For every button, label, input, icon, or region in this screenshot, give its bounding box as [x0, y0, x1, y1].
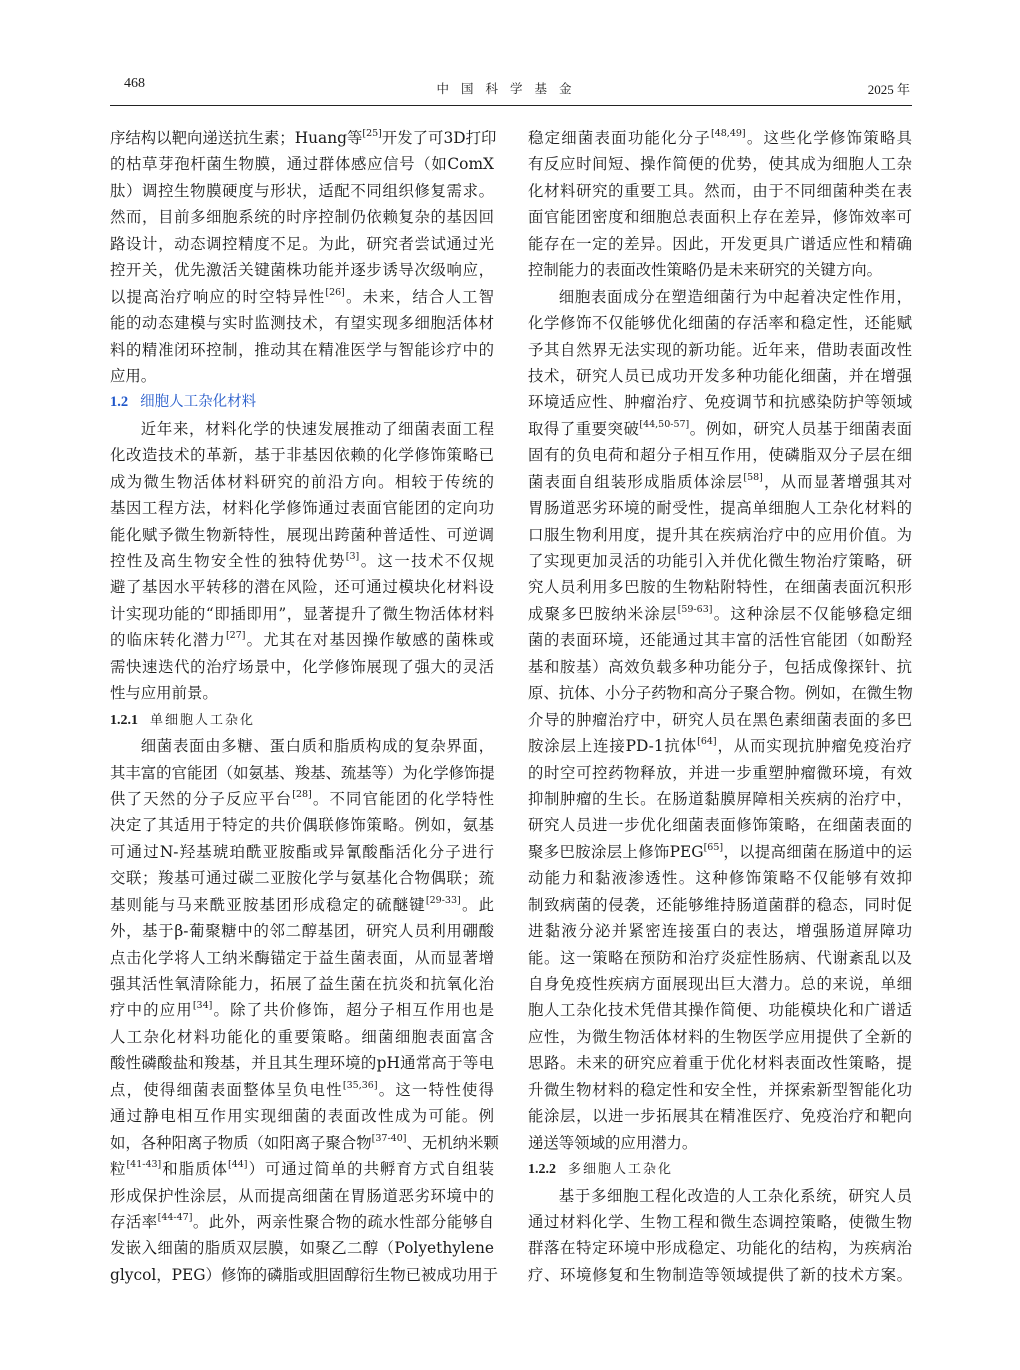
- text-line: [110, 442, 494, 468]
- text-segment: 疗中的应用: [110, 1001, 193, 1020]
- text-line: [110, 125, 497, 151]
- text-line: [528, 1130, 912, 1156]
- text-line: [528, 1183, 912, 1209]
- text-line: [528, 125, 912, 151]
- citation-ref: [28]: [292, 788, 312, 800]
- text-line: [528, 574, 912, 600]
- text-line: [110, 1183, 494, 1209]
- text-line: [110, 231, 494, 257]
- text-line: [528, 1050, 912, 1076]
- text-segment: 基于多细胞工程化改造的人工杂化系统，研究人员: [558, 1186, 912, 1205]
- text-line: [110, 839, 494, 865]
- text-segment: ，从而显著增强其对: [762, 472, 912, 491]
- citation-ref: [44-47]: [157, 1211, 193, 1223]
- text-segment: 胞人工杂化技术凭借其操作简便、功能模块化和广谱适: [528, 1001, 912, 1020]
- text-segment: 控开关，优先激活关键菌株功能并逐步诱导次级响应，: [110, 261, 494, 280]
- text-line: [528, 601, 912, 627]
- left-column: [110, 125, 499, 1288]
- text-segment: 、无机纳米颗: [406, 1133, 499, 1152]
- citation-ref: [34]: [192, 1000, 213, 1012]
- text-segment: 和脂质体: [161, 1160, 229, 1179]
- text-segment: 环境适应性、肿瘤治疗、免疫调节和抗感染防护等领域: [528, 393, 912, 412]
- section-number: 1.2.2: [528, 1162, 556, 1178]
- text-line: [528, 469, 912, 495]
- citation-ref: [26]: [325, 286, 345, 298]
- text-segment: 其丰富的官能团（如氨基、羧基、巯基等）为化学修饰提: [110, 763, 495, 782]
- text-segment: 口服生物利用度，提升其在疾病治疗中的应用价值。为: [528, 525, 912, 544]
- text-line: [110, 495, 494, 521]
- text-segment: 能的动态建模与实时监测技术，有望实现多细胞活体材: [110, 314, 494, 333]
- text-segment: 序结构以靶向递送抗生素；Huang等: [110, 129, 363, 147]
- text-segment: 介导的肿瘤治疗中，研究人员在黑色素细菌表面的多巴: [528, 710, 912, 729]
- text-segment: 。此外，两亲性聚合物的疏水性部分能够自: [192, 1212, 494, 1231]
- text-segment: 肽）调控生物膜硬度与形状，适配不同组织修复需求。: [110, 181, 494, 200]
- text-line: [528, 627, 912, 653]
- text-segment: 。这一技术不仅规: [359, 552, 494, 570]
- text-line: [110, 997, 494, 1023]
- text-line: [528, 680, 912, 706]
- text-line: [110, 469, 494, 495]
- citation-ref: [44,50-57]: [639, 418, 690, 430]
- text-segment: 。这些化学修饰策略具: [745, 129, 912, 147]
- citation-ref: [65]: [703, 841, 724, 853]
- section-heading: [528, 1156, 912, 1182]
- text-line: [528, 1103, 912, 1129]
- text-segment: 外，基于β-葡聚糖中的邻二醇基团，研究人员利用硼酸: [110, 922, 494, 941]
- page-number: 468: [124, 76, 145, 91]
- citation-ref: [29-33]: [425, 894, 461, 906]
- text-line: [110, 627, 494, 653]
- text-segment: 需快速迭代的治疗场景中，化学修饰展现了强大的灵活: [110, 657, 494, 676]
- text-segment: 形成保护性涂层，从而提高细菌在胃肠道恶劣环境中的: [110, 1186, 494, 1205]
- text-line: [110, 416, 494, 442]
- text-segment: 能。这一策略在预防和治疗炎症性肠病、代谢紊乱以及: [528, 948, 912, 967]
- text-segment: 粒: [110, 1160, 127, 1179]
- text-line: [528, 231, 912, 257]
- citation-ref: [48,49]: [711, 128, 746, 139]
- text-line: [110, 1024, 494, 1050]
- text-segment: 细菌表面由多糖、蛋白质和脂质构成的复杂界面，: [140, 737, 494, 756]
- text-segment: 疗、环境修复和生物制造等领域提供了新的技术方案。: [528, 1265, 912, 1284]
- text-segment: 群落在特定环境中形成稳定、功能化的结构，为疾病治: [528, 1239, 912, 1258]
- section-number: 1.2: [110, 394, 129, 411]
- text-line: [528, 1077, 912, 1103]
- text-line: [528, 151, 912, 177]
- text-segment: 应性，为微生物活体材料的生物医学应用提供了全新的: [528, 1027, 912, 1046]
- text-line: [528, 707, 912, 733]
- text-segment: 避了基因水平转移的潜在风险，还可通过模块化材料设: [110, 578, 494, 597]
- text-segment: 进黏液分泌并紧密连接蛋白的表达，增强肠道屏障功: [528, 922, 912, 941]
- text-segment: 予其自然界无法实现的新功能。近年来，借助表面改性: [528, 340, 912, 359]
- text-line: [528, 918, 912, 944]
- text-segment: 强其活性氧清除能力，拓展了益生菌在抗炎和抗氧化治: [110, 975, 494, 993]
- text-segment: 然而，目前多细胞系统的时序控制仍依赖复杂的基因回: [110, 208, 494, 227]
- text-segment: 能涂层，以进一步拓展其在精准医疗、免疫治疗和靶向: [528, 1107, 912, 1126]
- text-segment: 技术，研究人员已成功开发多种功能化细菌，并在增强: [528, 366, 912, 385]
- text-line: [110, 1103, 494, 1129]
- citation-ref: [25]: [362, 128, 382, 139]
- text-segment: 基因工程方法，材料化学修饰通过表面官能团的定向功: [110, 499, 494, 518]
- text-segment: 研究人员进一步优化细菌表面修饰策略，在细菌表面的: [528, 816, 912, 835]
- text-segment: 化学修饰不仅能够优化细菌的存活率和稳定性，还能赋: [528, 314, 912, 333]
- right-column: [528, 125, 912, 1288]
- text-segment: 。这种涂层不仅能够稳定细: [712, 604, 912, 623]
- text-line: [528, 257, 912, 283]
- text-segment: 。此: [460, 895, 494, 914]
- text-segment: 有反应时间短、操作简便的优势，使其成为细胞人工杂: [528, 155, 912, 174]
- text-segment: 人工杂化材料功能化的重要策略。细菌细胞表面富含: [110, 1027, 494, 1046]
- text-segment: 基和胺基）高效负载多种功能分子，包括成像探针、抗: [528, 657, 912, 676]
- text-line: [528, 892, 912, 918]
- text-line: [110, 601, 494, 627]
- text-segment: 可通过N-羟基琥珀酰亚胺酯或异氰酸酯活化分子进行: [110, 842, 494, 861]
- text-segment: 近年来，材料化学的快速发展推动了细菌表面工程: [140, 419, 494, 438]
- text-segment: 基则能与马来酰亚胺基团形成稳定的硫醚键: [110, 895, 426, 914]
- text-segment: 控制能力的表面改性策略仍是未来研究的关键方向。: [528, 261, 882, 280]
- text-line: [110, 760, 494, 786]
- text-line: [528, 1024, 912, 1050]
- header-rule: [110, 105, 912, 106]
- text-segment: 聚多巴胺涂层上修饰PEG: [528, 842, 704, 861]
- text-segment: 通过静电相互作用实现细菌的表面改性成为可能。例: [110, 1107, 494, 1126]
- text-line: [110, 204, 494, 230]
- text-segment: 抑制肿瘤的生长。在肠道黏膜屏障相关疾病的治疗中，: [528, 789, 912, 808]
- text-segment: 存活率: [110, 1212, 158, 1231]
- text-segment: 能化赋予微生物新特性，展现出跨菌种普适性、可逆调: [110, 525, 494, 544]
- text-line: [528, 284, 912, 310]
- citation-ref: [35,36]: [342, 1079, 378, 1091]
- text-segment: 思路。未来的研究应着重于优化材料表面改性策略，提: [528, 1054, 912, 1073]
- text-segment: 。这一特性使得: [377, 1080, 494, 1099]
- text-line: [528, 389, 912, 415]
- text-segment: 原、抗体、小分子药物和高分子聚合物。例如，在微生物: [528, 684, 913, 703]
- text-segment: 以提高治疗响应的时空特异性: [110, 287, 326, 306]
- text-line: [528, 442, 912, 468]
- text-segment: 稳定细菌表面功能化分子: [528, 129, 711, 147]
- text-line: [110, 178, 494, 204]
- text-segment: 供了天然的分子反应平台: [110, 789, 293, 808]
- text-segment: 取得了重要突破: [528, 419, 640, 438]
- text-segment: 料的精准闭环控制，推动其在精准医学与智能诊疗中的: [110, 340, 494, 359]
- journal-name: 中国科学基金: [436, 81, 584, 96]
- text-segment: 递送等领域的应用潜力。: [528, 1133, 698, 1152]
- citation-ref: [64]: [697, 736, 717, 748]
- text-segment: 制致病菌的侵袭，还能够维持肠道菌群的稳态，同时促: [528, 895, 912, 914]
- text-line: [110, 310, 494, 336]
- journal-year: 2025 年: [867, 82, 910, 97]
- text-line: [110, 971, 494, 997]
- text-line: [110, 151, 494, 177]
- text-line: [110, 1262, 498, 1288]
- section-title: 多细胞人工杂化: [568, 1162, 674, 1178]
- text-segment: 。不同官能团的化学特性: [311, 789, 494, 808]
- text-segment: 细胞表面成分在塑造细菌行为中起着决定性作用，: [558, 287, 912, 306]
- text-segment: 菌的表面环境，还能通过其丰富的活性官能团（如酚羟: [528, 631, 912, 650]
- text-segment: 自身免疫性疾病方面展现出巨大潜力。总的来说，单细: [528, 975, 912, 993]
- text-line: [110, 1050, 494, 1076]
- text-segment: 能存在一定的差异。因此，开发更具广谱适应性和精确: [528, 234, 912, 253]
- section-title: 细胞人工杂化材料: [140, 394, 257, 411]
- text-segment: 性与应用前景。: [110, 684, 218, 703]
- text-segment: 动能力和黏液渗透性。这种修饰策略不仅能够有效抑: [528, 869, 912, 888]
- citation-ref: [27]: [225, 630, 246, 642]
- text-segment: 应用。: [110, 366, 157, 385]
- text-segment: 。未来，结合人工智: [344, 287, 494, 306]
- text-line: [110, 918, 494, 944]
- text-segment: 计实现功能的“即插即用”，显著提升了微生物活体材料: [110, 604, 494, 623]
- text-segment: ，从而实现抗肿瘤免疫治疗: [716, 737, 912, 756]
- text-segment: 点，使得细菌表面整体呈负电性: [110, 1080, 343, 1099]
- text-segment: 酸性磷酸盐和羧基，并且其生理环境的pH通常高于等电: [110, 1054, 494, 1073]
- text-line: [528, 945, 912, 971]
- section-heading: [110, 707, 494, 733]
- text-line: [528, 865, 912, 891]
- citation-ref: [37-40]: [371, 1132, 407, 1144]
- text-line: [110, 337, 494, 363]
- text-line: [528, 997, 912, 1023]
- text-segment: 的临床转化潜力: [110, 631, 226, 650]
- text-line: [528, 1209, 912, 1235]
- text-line: [110, 1130, 499, 1156]
- citation-ref: [41-43]: [126, 1159, 162, 1171]
- text-line: [110, 522, 494, 548]
- citation-ref: [58]: [743, 471, 763, 483]
- text-segment: 的时空可控药物释放，并进一步重塑肿瘤微环境，有效: [528, 763, 912, 782]
- text-line: [528, 178, 912, 204]
- text-line: [528, 786, 912, 812]
- text-segment: 的枯草芽孢杆菌生物膜，通过群体感应信号（如ComX: [110, 155, 494, 174]
- text-segment: 开发了可3D打印: [381, 129, 497, 147]
- text-segment: 发嵌入细菌的脂质双层膜，如聚乙二醇（Polyethylene: [110, 1239, 494, 1258]
- text-segment: 点击化学将人工纳米酶锚定于益生菌表面，从而显著增: [110, 948, 494, 967]
- text-segment: 化改造技术的革新，基于非基因依赖的化学修饰策略已: [110, 446, 494, 465]
- text-line: [110, 574, 494, 600]
- text-line: [110, 786, 494, 812]
- text-segment: glycol，PEG）修饰的磷脂或胆固醇衍生物已被成功用于: [110, 1265, 498, 1284]
- text-line: [528, 1262, 912, 1288]
- section-heading: [110, 389, 494, 415]
- text-line: [110, 1209, 494, 1235]
- text-line: [528, 204, 912, 230]
- text-segment: 路设计，动态调控精度不足。为此，研究者尝试通过光: [110, 234, 494, 253]
- text-line: [528, 310, 912, 336]
- text-segment: 究人员利用多巴胺的生物粘附特性，在细菌表面沉积形: [528, 578, 912, 597]
- text-segment: 了实现更加灵活的功能引入并优化微生物治疗策略，研: [528, 552, 912, 570]
- text-segment: 。除了共价修饰，超分子相互作用也是: [212, 1001, 494, 1020]
- text-line: [528, 812, 912, 838]
- text-line: [528, 548, 912, 574]
- text-line: [528, 337, 912, 363]
- text-line: [528, 760, 912, 786]
- text-segment: 如，各种阳离子物质（如阳离子聚合物: [110, 1133, 372, 1152]
- section-number: 1.2.1: [110, 712, 138, 728]
- text-segment: 化材料研究的重要工具。然而，由于不同细菌种类在表: [528, 181, 912, 200]
- text-line: [110, 680, 494, 706]
- text-line: [110, 733, 494, 759]
- text-line: [110, 548, 494, 574]
- text-segment: 成为微生物活体材料研究的前沿方向。相较于传统的: [110, 472, 494, 491]
- citation-ref: [59-63]: [677, 603, 713, 615]
- text-segment: 交联；羧基可通过碳二亚胺化学与氨基化合物偶联；巯: [110, 869, 494, 888]
- text-line: [110, 1077, 494, 1103]
- text-line: [110, 865, 494, 891]
- text-line: [528, 1235, 912, 1261]
- text-segment: ）可通过简单的共孵育方式自组装: [247, 1160, 494, 1179]
- text-line: [528, 363, 912, 389]
- text-line: [528, 971, 912, 997]
- text-line: [528, 416, 912, 442]
- text-segment: 升微生物材料的稳定性和安全性，并探索新型智能化功: [528, 1080, 912, 1099]
- text-segment: 面官能团密度和细胞总表面积上存在差异，修饰效率可: [528, 208, 912, 227]
- text-segment: 胺涂层上连接PD-1抗体: [528, 737, 698, 756]
- text-segment: 。尤其在对基因操作敏感的菌株或: [245, 631, 494, 650]
- citation-ref: [44]: [228, 1159, 248, 1171]
- text-line: [110, 945, 494, 971]
- text-line: [110, 892, 494, 918]
- text-line: [110, 1235, 494, 1261]
- text-segment: ，以提高细菌在肠道中的运: [723, 842, 912, 861]
- text-line: [528, 839, 912, 865]
- text-line: [110, 654, 494, 680]
- text-segment: 菌表面自组装形成脂质体涂层: [528, 472, 744, 491]
- citation-ref: [3]: [345, 551, 360, 562]
- text-line: [528, 654, 912, 680]
- text-line: [528, 733, 912, 759]
- text-segment: 胃肠道恶劣环境的耐受性，提高单细胞人工杂化材料的: [528, 499, 912, 518]
- text-line: [528, 495, 912, 521]
- text-segment: 成聚多巴胺纳米涂层: [528, 604, 678, 623]
- text-line: [110, 363, 494, 389]
- text-line: [528, 522, 912, 548]
- text-line: [110, 257, 494, 283]
- text-segment: 固有的负电荷和超分子相互作用，使磷脂双分子层在细: [528, 446, 912, 465]
- section-title: 单细胞人工杂化: [150, 712, 256, 728]
- text-line: [110, 284, 494, 310]
- text-segment: 。例如，研究人员基于细菌表面: [689, 419, 912, 438]
- text-line: [110, 812, 494, 838]
- text-segment: 通过材料化学、生物工程和微生态调控策略，使微生物: [528, 1212, 912, 1231]
- text-line: [110, 1156, 494, 1182]
- text-segment: 控性及高生物安全性的独特优势: [110, 552, 346, 570]
- text-segment: 决定了其适用于特定的共价偶联修饰策略。例如，氨基: [110, 816, 494, 835]
